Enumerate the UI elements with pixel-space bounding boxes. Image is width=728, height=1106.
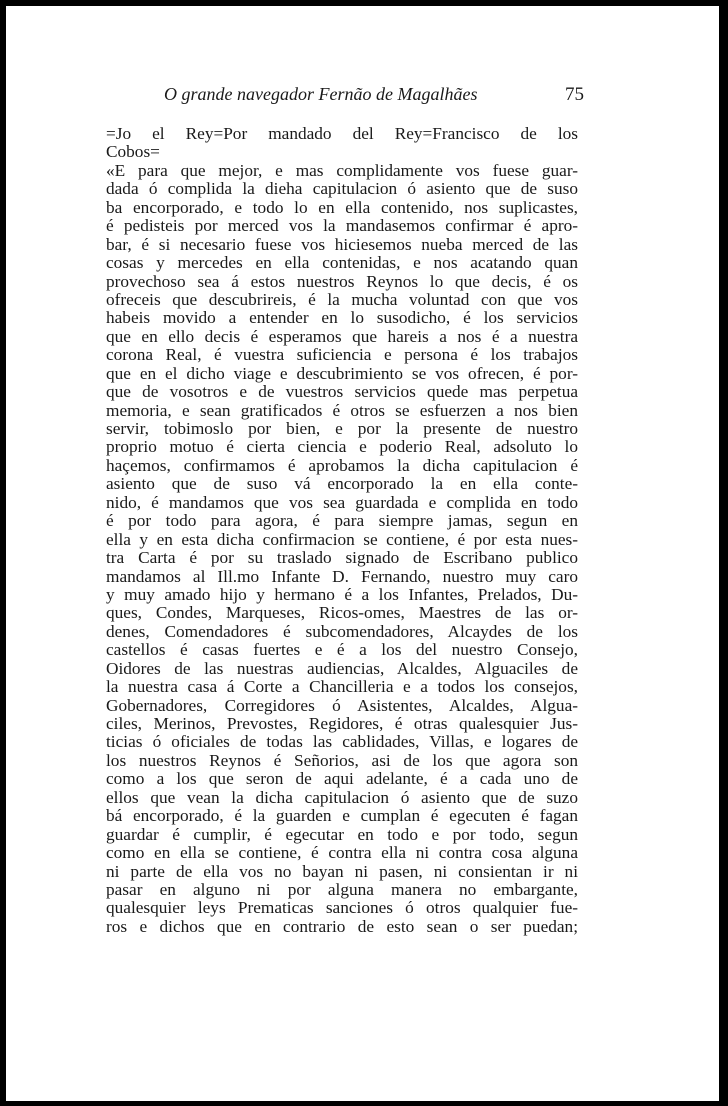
- running-header: [164, 84, 584, 110]
- text-line: Gobernadores, Corregidores ó Asistentes, Alcaldes, Algua-: [106, 696, 578, 715]
- text-line: Cobos=: [106, 143, 160, 162]
- text-line: é pedisteis por merced vos la mandasemos confirmar é apro-: [106, 217, 578, 236]
- text-line: =Jo el Rey=Por mandado del Rey=Francisco de los: [106, 125, 578, 143]
- text-line: ni parte de ella vos no bayan ni pasen, ni consientan ir ni: [106, 862, 578, 881]
- text-line: qualesquier leys Prematicas sanciones ó otros qualquier fue-: [106, 899, 578, 918]
- text-line: mandamos al Ill.mo Infante D. Fernando, nuestro muy caro: [106, 567, 578, 586]
- text-line: como en ella se contiene, é contra ella ni contra cosa alguna: [106, 844, 578, 863]
- text-line: dada ó complida la dieha capitulacion ó asiento que de suso: [106, 180, 578, 199]
- text-line: castellos é casas fuertes e é a los del nuestro Consejo,: [106, 641, 578, 660]
- text-line: como a los que seron de aqui adelante, é a cada uno de: [106, 770, 578, 789]
- text-line: ques, Condes, Marqueses, Ricos-omes, Maestres de las or-: [106, 604, 578, 623]
- text-line: habeis movido a entender en lo susodicho, é los servicios: [106, 309, 578, 328]
- text-line: proprio motuo é cierta ciencia e poderio Real, adsoluto lo: [106, 438, 578, 457]
- text-line: la nuestra casa á Corte a Chancilleria e a todos los consejos,: [106, 678, 578, 697]
- text-line: ticias ó oficiales de todas las cablidades, Villas, e logares de: [106, 733, 578, 752]
- text-line: que en ello decis é esperamos que hareis a nos é a nuestra: [106, 327, 578, 346]
- text-line: Oidores de las nuestras audiencias, Alcaldes, Alguaciles de: [106, 659, 578, 678]
- text-line: ella y en esta dicha confirmacion se contiene, é por esta nues-: [106, 530, 578, 549]
- text-line: haçemos, confirmamos é aprobamos la dicha capitulacion é: [106, 456, 578, 475]
- text-line: cosas y mercedes en ella contenidas, e nos acatando quan: [106, 254, 578, 273]
- text-line: ros e dichos que en contrario de esto sean o ser puedan;: [106, 917, 578, 936]
- book-page: [6, 6, 719, 1101]
- text-line: ofreceis que descubrireis, é la mucha voluntad con que vos: [106, 290, 578, 309]
- text-line: corona Real, é vuestra suficiencia e persona é los trabajos: [106, 346, 578, 365]
- text-line: ba encorporado, e todo lo en ella contenido, nos suplicastes,: [106, 198, 578, 217]
- text-line: tra Carta é por su traslado signado de Escribano publico: [106, 549, 578, 568]
- text-line: bá encorporado, é la guarden e cumplan é egecuten é fagan: [106, 807, 578, 826]
- text-line: nido, é mandamos que vos sea guardada e complida en todo: [106, 493, 578, 512]
- body-text: [106, 125, 578, 936]
- text-line: guardar é cumplir, é egecutar en todo e por todo, segun: [106, 825, 578, 844]
- text-line: los nuestros Reynos é Señorios, asi de los que agora son: [106, 751, 578, 770]
- text-line: memoria, e sean gratificados é otros se esfuerzen a nos bien: [106, 401, 578, 420]
- text-line: ciles, Merinos, Prevostes, Regidores, é otras qualesquier Jus-: [106, 715, 578, 733]
- text-line: servir, tobimoslo por bien, e por la presente de nuestro: [106, 420, 578, 438]
- text-line: y muy amado hijo y hermano é a los Infantes, Prelados, Du-: [106, 585, 578, 604]
- text-line: ellos que vean la dicha capitulacion ó asiento que de suzo: [106, 788, 578, 807]
- text-line: «E para que mejor, e mas complidamente vos fuese guar-: [106, 161, 578, 180]
- text-line: provechoso sea á estos nuestros Reynos lo que decis, é os: [106, 272, 578, 291]
- page-number: 75: [565, 84, 584, 105]
- text-line: que de vosotros e de vuestros servicios quede mas perpetua: [106, 383, 578, 402]
- text-line: pasar en alguno ni por alguna manera no embargante,: [106, 880, 578, 899]
- text-line: que en el dicho viage e descubrimiento se vos ofrecen, é por-: [106, 364, 578, 383]
- text-line: asiento que de suso vá encorporado la en ella conte-: [106, 475, 578, 494]
- running-title: O grande navegador Fernão de Magalhães: [164, 84, 478, 104]
- text-line: é por todo para agora, é para siempre jamas, segun en: [106, 512, 578, 531]
- text-line: denes, Comendadores é subcomendadores, Alcaydes de los: [106, 622, 578, 641]
- text-line: bar, é si necesario fuese vos hiciesemos nueba merced de las: [106, 235, 578, 254]
